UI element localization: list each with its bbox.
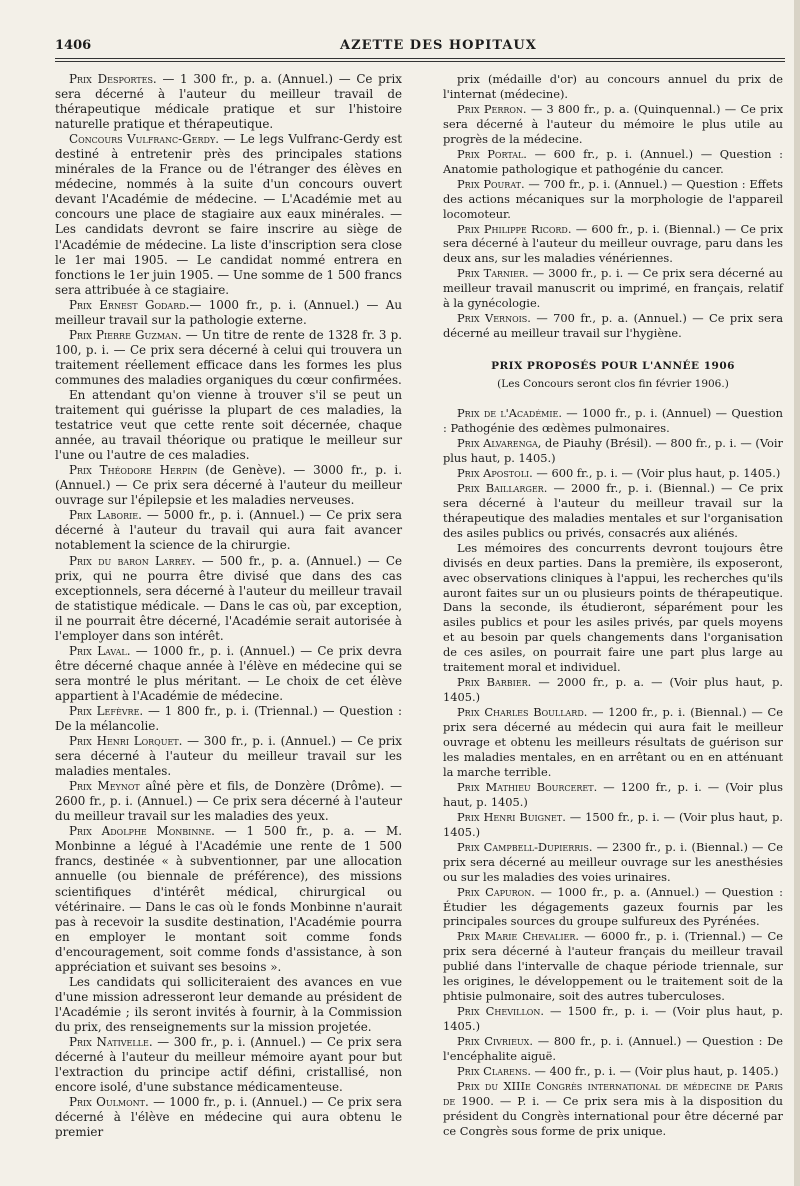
prize-text: — 1200 fr., p. i. (Biennal.) — Ce prix sera décerné au médecin qui aura fait le meilleur ouvrage et obtenu les meilleurs résultats de guérison sur les maladies mentales, en en arrêtant ou en en atténuant la marche terrible. (443, 705, 783, 779)
section-heading: PRIX PROPOSÉS POUR L'ANNÉE 1906 (491, 360, 735, 373)
prize-paragraph (55, 554, 402, 644)
right-column-top (443, 72, 783, 341)
prize-name: Prix Mathieu Bourceret. (457, 779, 598, 794)
running-title: AZETTE DES HOPITAUX (340, 38, 537, 53)
prize-paragraph (443, 705, 783, 780)
prize-text: — 2300 fr., p. i. (Biennal.) — Ce prix sera décerné au meilleur ouvrage sur les anesthésies ou sur les maladies des voies urinaires. (443, 839, 784, 884)
page-edge (794, 0, 800, 1186)
prize-name: Prix Apostoli. (457, 465, 533, 480)
prize-name: Prix Pourat. (457, 176, 525, 191)
prize-name: Prix Portal. (457, 146, 527, 161)
prize-name: Prix Charles Boullard. (457, 705, 588, 720)
prize-text: — 300 fr., p. i. (Annuel.) — Ce prix sera décerné à l'auteur du meilleur travail sur les maladies mentales. (55, 734, 403, 779)
prize-text: — 500 fr., p. a. (Annuel.) — Ce prix, qui ne pourra être divisé que dans des cas exceptionnels, sera décerné à l'auteur du meilleur travail de statistique médicale. — Dans le cas où, par exception, il ne pourrait être décerné, l'Académie serait autorisée à l'employer dans son intérêt. (55, 553, 403, 643)
left-column (55, 72, 402, 1140)
prize-name: Prix Ernest Godard. (69, 297, 190, 312)
prize-paragraph (443, 675, 783, 705)
prize-paragraph (443, 102, 783, 147)
prize-text: — 3000 fr., p. i. — Ce prix sera décerné au meilleur travail manuscrit ou imprimé, en français, relatif à la gynécologie. (443, 266, 783, 311)
prize-name: Prix Alvarenga, (457, 435, 542, 450)
page-number: 1406 (55, 38, 92, 53)
prize-paragraph (443, 436, 783, 466)
prize-paragraph (55, 704, 402, 734)
prize-text: — 1000 fr., p. i. (Annuel) — Question : Pathogénie des œdèmes pulmonaires. (443, 406, 783, 436)
prize-text: aîné père et fils, de Donzère (Drôme). — 2600 fr., p. i. (Annuel.) — Ce prix sera décerné à l'auteur du meilleur travail sur les maladies des yeux. (55, 779, 402, 824)
prize-text: — P. i. — Ce prix sera mis à la disposition du président du Congrès international pour être décerné par ce Congrès sous forme de prix unique. (443, 1093, 784, 1138)
prize-name: Prix Adolphe Monbinne. (69, 824, 215, 839)
prize-name: Prix Vernois. (457, 311, 531, 326)
prize-paragraph (55, 779, 402, 824)
prize-paragraph (55, 734, 402, 779)
prize-text: En attendant qu'on vienne à trouver s'il se peut un traitement qui guérisse la plupart de ces maladies, la testatrice veut que cette rente soit décernée, chaque année, au travail théorique ou pratique le meilleur sur l'une ou l'autre de ces maladies. (55, 387, 402, 463)
prize-text: — 2000 fr., p. a. — (Voir plus haut, p. 1405.) (443, 675, 783, 705)
prize-paragraph (443, 1004, 783, 1034)
prize-name: Prix Perron. (457, 101, 527, 116)
prize-name: Prix Laval. (69, 643, 131, 658)
prize-name: Prix Laborie. (69, 508, 142, 523)
prize-text: prix (médaille d'or) au concours annuel du prix de l'internat (médecine). (443, 72, 783, 101)
prize-text: — 1000 fr., p. i. (Annuel.) — Au meilleur travail sur la pathologie externe. (55, 297, 403, 327)
prize-text: — 400 fr., p. i. — (Voir plus haut, p. 1405.) (530, 1064, 779, 1078)
prize-text: — 1200 fr., p. i. — (Voir plus haut, p. 1405.) (443, 779, 783, 809)
prize-text: — 700 fr., p. i. (Annuel.) — Question : Effets des actions mécaniques sur la morphologie de l'appareil locomoteur. (443, 176, 783, 221)
prize-text: — 5000 fr., p. i. (Annuel.) — Ce prix sera décerné à l'auteur du travail qui aura fait avancer notablement la science de la chirurgie. (55, 508, 402, 553)
prize-name: Prix du baron Larrey. (69, 553, 196, 568)
prize-name: Prix Baillarger. (457, 480, 548, 495)
prize-name: Prix Clarens. (457, 1064, 531, 1078)
prize-text: — 1 800 fr., p. i. (Triennal.) — Question : De la mélancolie. (55, 703, 402, 734)
prize-paragraph (55, 644, 402, 704)
right-column-bottom (443, 406, 783, 1139)
prize-paragraph (443, 266, 783, 311)
prize-paragraph (443, 885, 783, 930)
prize-text: — 2000 fr., p. i. (Biennal.) — Ce prix sera décerné à l'auteur du meilleur travail sur la thérapeutique des maladies mentales et sur l'organisation des asiles publics ou privés, consacrés aux aliénés. (443, 480, 784, 540)
prize-name: Prix Philippe Ricord. (457, 221, 572, 236)
prize-name: Prix de l'Académie. (457, 406, 562, 421)
prize-name: Prix Chevillon. (457, 1004, 544, 1019)
prize-text: — 1000 fr., p. i. (Annuel.) — Ce prix devra être décerné chaque année à l'élève en médecine qui se sera montré le plus méritant. — Le choix de cet élève appartient à l'Académie de médecine. (55, 643, 403, 703)
prize-name: Prix Campbell-Dupierris. (457, 839, 593, 854)
prize-name: Prix Civrieux. (457, 1034, 533, 1049)
prize-name: Prix Marie Chevalier. (457, 929, 579, 944)
prize-name: Concours Vulfranc-Gerdy. (69, 132, 220, 147)
prize-text: — 1000 fr., p. i. (Annuel.) — Ce prix sera décerné à l'élève en médecine qui aura obtenu le premier (55, 1095, 403, 1140)
prize-name: Prix du XIIIe Congrès international de médecine de Paris de 1900. (443, 1078, 783, 1108)
prize-name: Prix Pierre Guzman. (69, 327, 182, 342)
prize-paragraph (443, 147, 783, 177)
prize-paragraph (55, 463, 402, 508)
prize-paragraph (55, 328, 402, 388)
prize-text: — 3 800 fr., p. a. (Quinquennal.) — Ce prix sera décerné à l'auteur du mémoire le plus utile au progrès de la médecine. (443, 101, 783, 146)
prize-paragraph (55, 388, 402, 463)
prize-text: — 300 fr., p. i. (Annuel.) — Ce prix sera décerné à l'auteur du meilleur mémoire ayant pour but l'extraction du principe actif défini, cristallisé, non encore isolé, d'une substance médicamenteuse. (55, 1035, 402, 1095)
prize-text: — 1500 fr., p. i. — (Voir plus haut, p. 1405.) (443, 1004, 783, 1034)
prize-paragraph (443, 72, 783, 102)
prize-paragraph (443, 929, 783, 1004)
prize-name: Prix Henri Buignet. (457, 809, 566, 824)
prize-paragraph (55, 1035, 402, 1095)
prize-text: — 6000 fr., p. i. (Triennal.) — Ce prix sera décerné à l'auteur français du meilleur travail publié dans l'intervalle de chaque période triennale, sur les origines, le développement ou le traitement soit de la phtisie pulmonaire, soit des autres tuberculoses. (443, 929, 784, 1004)
prize-text: — 800 fr., p. i. (Annuel.) — Question : De l'encéphalite aiguë. (443, 1034, 783, 1064)
header-rule (55, 58, 785, 59)
prize-paragraph (443, 466, 783, 481)
prize-name: Prix Nativelle. (69, 1035, 153, 1049)
prize-paragraph (443, 481, 783, 541)
prize-text: — 1 300 fr., p. a. (Annuel.) — Ce prix sera décerné à l'auteur du meilleur travail de thérapeutique médicale pratique et sur l'histoire naturelle pratique et thérapeutique. (55, 72, 402, 132)
prize-text: — 1000 fr., p. a. (Annuel.) — Question : Étudier les dégagements gazeux fournis par les principales sources du groupe sulfureux des Pyrénées. (443, 884, 783, 929)
prize-text: — 600 fr., p. i. — (Voir plus haut, p. 1405.) (532, 465, 781, 480)
prize-paragraph (55, 824, 402, 974)
prize-paragraph (443, 406, 783, 436)
prize-name: Prix Henri Lorquet. (69, 734, 183, 749)
prize-paragraph (443, 541, 783, 676)
header-rule-double (55, 61, 785, 62)
prize-paragraph (443, 1079, 783, 1139)
prize-name: Prix Théodore Herpin (69, 463, 198, 478)
page-header (0, 0, 800, 70)
prize-paragraph (443, 810, 783, 840)
prize-paragraph (55, 975, 402, 1035)
prize-name: Prix Capuron. (457, 884, 535, 899)
prize-text: — Le legs Vulfranc-Gerdy est destiné à entretenir près des principales stations minérales de la France ou de l'étranger des élèves en médecine, nommés à la suite d'un concours ouvert devant l'Académie de médecine. — L'Académie met au concours une place de stagiaire aux eaux minérales. — Les candidats devront se faire inscrire au siège de l'Académie de médecine. La liste d'inscription sera close le 1er mai 1905. — Le candidat nommé entrera en fonctions le 1er juin 1905. — Une somme de 1 500 francs sera attribuée à ce stagiaire. (55, 132, 402, 297)
prize-paragraph (443, 177, 783, 222)
prize-paragraph (443, 780, 783, 810)
prize-text: — 600 fr., p. i. (Annuel.) — Question : Anatomie pathologique et pathogénie du cancer. (443, 146, 783, 176)
prize-text: — 700 fr., p. a. (Annuel.) — Ce prix sera décerné au meilleur travail sur l'hygiène. (443, 311, 784, 341)
prize-text: Les mémoires des concurrents devront toujours être divisés en deux parties. Dans la première, ils exposeront, avec observations cliniques à l'appui, les recherches qu'ils auront faites sur un ou plusieurs points de thérapeutique. Dans la seconde, ils étudieront, séparément pour les asiles publics et pour les asiles privés, par quels moyens et au besoin par quels changements dans l'organisation de ces asiles, on pourrait faire une part plus large au traitement moral et individuel. (443, 540, 783, 675)
prize-name: Prix Tarnier. (457, 266, 529, 281)
prize-paragraph (55, 508, 402, 553)
prize-text: — 1500 fr., p. i. — (Voir plus haut, p. 1405.) (443, 809, 784, 839)
prize-name: Prix Meynot (69, 779, 140, 794)
prize-name: Prix Desportes. (69, 72, 157, 86)
prize-paragraph (443, 311, 783, 341)
prize-paragraph (55, 298, 402, 328)
prize-paragraph (443, 1034, 783, 1064)
prize-text: — 600 fr., p. i. (Biennal.) — Ce prix sera décerné à l'auteur du meilleur ouvrage, paru dans les deux ans, sur les maladies vénériennes. (443, 221, 783, 266)
prize-text: — 1 500 fr., p. a. — M. Monbinne a légué à l'Académie une rente de 1 500 francs, destinée « à subventionner, par une allocation annuelle (ou biennale de préférence), des missions scientifiques d'intérêt médical, chirurgical ou vétérinaire. — Dans le cas où le fonds Monbinne n'aurait pas à recevoir la susdite destination, l'Académie pourra en employer le montant soit comme fonds d'encouragement, soit comme fonds d'assistance, à son appréciation et suivant ses besoins ». (55, 824, 402, 974)
prize-text: Les candidats qui solliciteraient des avances en vue d'une mission adresseront leur demande au président de l'Académie ; ils seront invités à fournir, à la Commission du prix, des renseignements sur la mission projetée. (55, 974, 402, 1034)
prize-paragraph (55, 1095, 402, 1140)
prize-paragraph (443, 1064, 783, 1079)
prize-name: Prix Barbier. (457, 675, 532, 690)
prize-paragraph (443, 840, 783, 885)
right-column (443, 72, 783, 1139)
prize-name: Prix Oulmont. (69, 1095, 149, 1110)
prize-text: (de Genève). — 3000 fr., p. i. (Annuel.) — Ce prix sera décerné à l'auteur du meilleur ouvrage sur l'épilepsie et les maladies nerveuses. (55, 463, 402, 508)
prize-paragraph (55, 132, 402, 298)
prize-name: Prix Lefèvre. (69, 703, 144, 718)
section-subheading: (Les Concours seront clos fin février 1906.) (497, 378, 729, 391)
prize-paragraph (55, 72, 402, 132)
prize-text: de Piauhy (Brésil). — 800 fr., p. i. — (Voir plus haut, p. 1405.) (443, 435, 783, 465)
prize-paragraph (443, 222, 783, 267)
prize-text: — Un titre de rente de 1328 fr. 3 p. 100, p. i. — Ce prix sera décerné à celui qui trouvera un traitement réellement efficace dans les formes les plus communes des maladies organiques du cœur confirmées. (55, 327, 402, 387)
